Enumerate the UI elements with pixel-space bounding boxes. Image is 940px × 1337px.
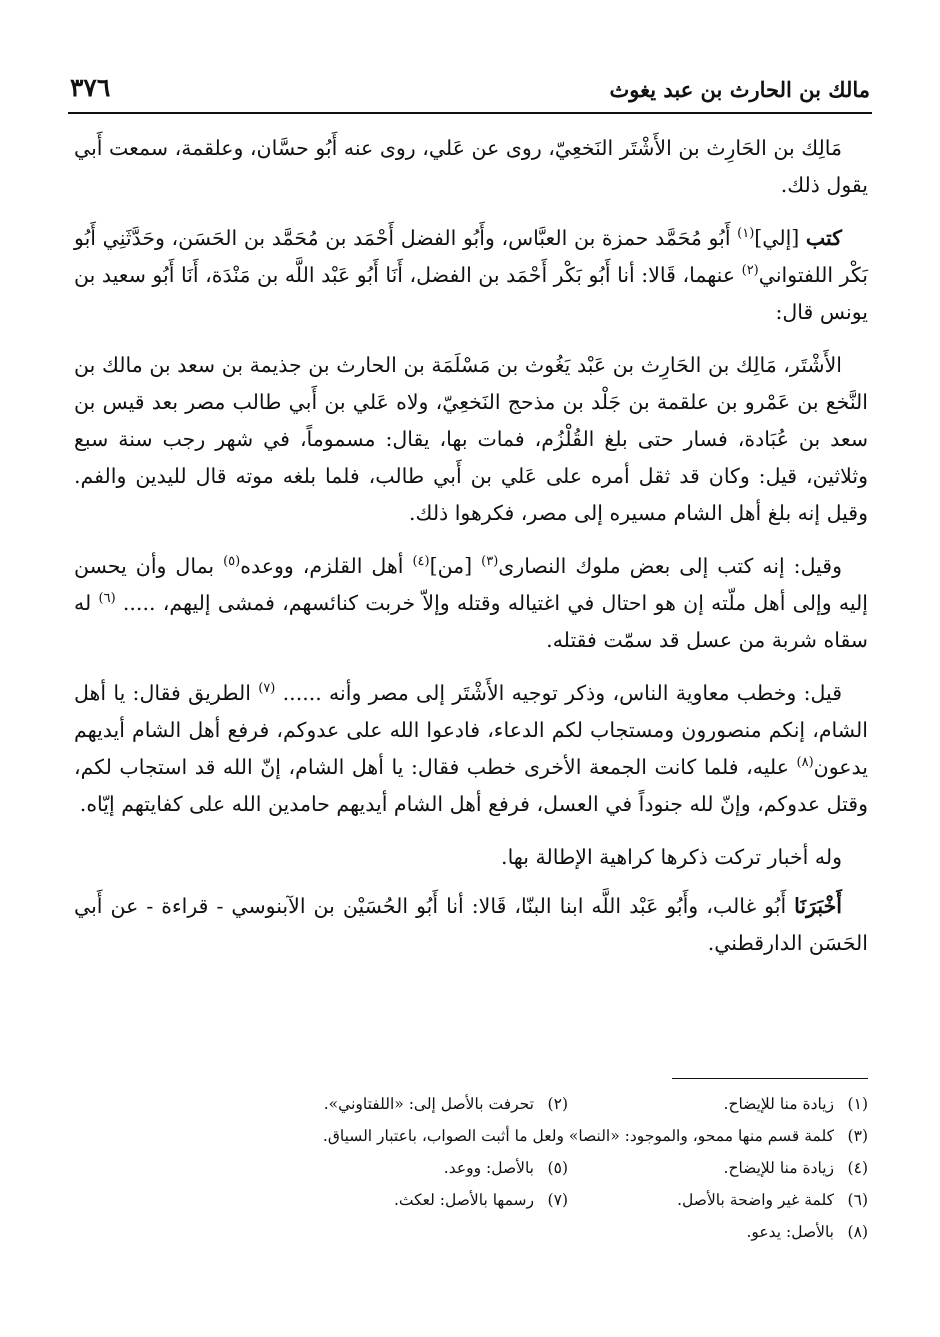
footnote-3 xyxy=(323,1120,868,1152)
footnote-number: (٧) xyxy=(547,1191,568,1209)
paragraph-5 xyxy=(74,675,868,823)
paragraph-2-text-b: أَبُو مُحَمَّد حمزة بن العبَّاس، وأَبُو الفضل أَحْمَد بن مُحَمَّد بن الحَسَن، وحَدَّثَنِي أَبُو بَكْر اللفتواني xyxy=(74,226,868,287)
paragraph-7-lead: أَخْبَرَنَا xyxy=(794,894,842,918)
footnote-text: كلمة غير واضحة بالأصل. xyxy=(677,1191,834,1209)
footnote-ref-2: (٢) xyxy=(741,263,759,279)
footnote-8 xyxy=(568,1216,868,1248)
footnote-2 xyxy=(268,1088,568,1120)
footnote-ref-5: (٥) xyxy=(223,554,241,570)
footnote-ref-8: (٨) xyxy=(796,755,814,771)
footnote-5 xyxy=(268,1152,568,1184)
footnote-row xyxy=(74,1184,868,1216)
footnote-text: زيادة منا للإيضاح. xyxy=(723,1095,834,1113)
footnote-number: (٨) xyxy=(847,1223,868,1241)
footnote-text: كلمة قسم منها ممحو، والموجود: «النصا» ولعل ما أثبت الصواب، باعتبار السياق. xyxy=(322,1127,834,1145)
header-title: مالك بن الحارث بن عبد يغوث xyxy=(609,77,870,102)
footnote-number: (٦) xyxy=(847,1191,868,1209)
footnote-row xyxy=(74,1120,868,1152)
footnote-text: بالأصل: ووعد. xyxy=(443,1159,534,1177)
page-number: ٣٧٦ xyxy=(70,73,111,102)
paragraph-4-text-d: بمال وأن يحسن إليه وإلى أهل ملّته إن هو احتال في اغتياله وقتله وإلاّ خربت كنائسهم، فمشى إليهم، ..... xyxy=(74,554,868,615)
footnote-ref-3: (٣) xyxy=(481,554,499,570)
header-rule xyxy=(68,112,872,114)
paragraph-4-text-c: أهل القلزم، ووعده xyxy=(240,554,413,578)
paragraph-4-text-a: وقيل: إنه كتب إلى بعض ملوك النصارى xyxy=(498,554,842,578)
footnote-number: (٥) xyxy=(547,1159,568,1177)
footnote-number: (٤) xyxy=(847,1159,868,1177)
footnote-ref-1: (١) xyxy=(737,226,755,242)
paragraph-1: مَالِك بن الحَارِث بن الأَشْتَر النَخعِيّ، روى عن عَلي، روى عنه أَبُو حسَّان، وعلقمة، سمعت أَبي يقول ذلك. xyxy=(74,136,868,197)
paragraph-2-lead: كتب xyxy=(805,226,842,250)
paragraph-5-text-a: قيل: وخطب معاوية الناس، وذكر توجيه الأَشْتَر إلى مصر وأنه ...... xyxy=(275,681,842,705)
paragraph-5-text-c: عليه، فلما كانت الجمعة الأخرى خطب فقال: يا أهل الشام، إنّ الله قد استجاب لكم، وقتل عدوكم، وإنّ لله جنوداً في العسل، فرفع أهل الشام أيديهم حامدين الله على كفايتهم إيّاه. xyxy=(74,755,868,816)
footnote-number: (٣) xyxy=(847,1127,868,1145)
footnote-ref-4: (٤) xyxy=(412,554,430,570)
footnotes xyxy=(74,1088,868,1248)
paragraph-6: وله أخبار تركت ذكرها كراهية الإطالة بها. xyxy=(501,845,842,869)
main-text xyxy=(74,130,868,978)
footnote-rule xyxy=(672,1078,868,1079)
footnote-text: زيادة منا للإيضاح. xyxy=(723,1159,834,1177)
paragraph-2-text-a: [إلي] xyxy=(754,226,806,250)
paragraph-7-text: أَبُو غالب، وأَبُو عَبْد اللَّه ابنا البنّا، قَالا: أنا أَبُو الحُسَيْن بن الآبنوسي - قراءة - عن أَبي الحَسَن الدارقطني. xyxy=(74,894,868,955)
footnote-ref-7: (٧) xyxy=(258,681,276,697)
footnote-1 xyxy=(568,1088,868,1120)
footnote-row xyxy=(74,1088,868,1120)
footnote-row xyxy=(74,1152,868,1184)
paragraph-4-text-e: له سقاه شربة من عسل قد سمّت فقتله. xyxy=(74,591,868,652)
footnote-text: رسمها بالأصل: لعكث. xyxy=(393,1191,534,1209)
paragraph-3: الأَشْتَر، مَالِك بن الحَارِث بن عَبْد يَغُوث بن مَسْلَمَة بن الحارث بن جذيمة بن سعد بن مالك بن النَّخع بن عَمْرو بن علقمة بن جَلْد بن مذحج النَخعِيّ، ولاه عَلي بن أَبي طالب مصر بعد قيس بن سعد بن عُبَادة، فسار حتى بلغ القُلْزُم، فمات بها، يقال: مسموماً، في شهر رجب سنة سبع وثلاثين، قيل: وكان قد ثقل أمره على عَلي بن أَبي طالب، فلما بلغه موته قال لليدين والفم. وقيل إنه بلغ أهل الشام مسيره إلى مصر، فكرهوا ذلك. xyxy=(74,353,868,525)
footnote-7 xyxy=(268,1184,568,1216)
paragraph-7 xyxy=(74,888,868,962)
footnote-4 xyxy=(568,1152,868,1184)
footnote-6 xyxy=(568,1184,868,1216)
footnote-row xyxy=(74,1216,868,1248)
footnote-text: تحرفت بالأصل إلى: «اللفتاوني». xyxy=(323,1095,534,1113)
paragraph-4 xyxy=(74,548,868,659)
paragraph-4-text-b: [من] xyxy=(429,554,482,578)
paragraph-5-text-b: الطريق فقال: يا أهل الشام، إنكم منصورون ومستجاب لكم الدعاء، فادعوا الله على عدوكم، فرفع أهل الشام أيديهم يدعون xyxy=(74,681,868,779)
paragraph-2-text-c: عنهما، قَالا: أنا أَبُو بَكْر أَحْمَد بن الفضل، أَنَا أَبُو عَبْد اللَّه بن مَنْدَة، أَنَا أَبُو سعيد بن يونس قال: xyxy=(74,263,868,324)
footnote-number: (١) xyxy=(847,1095,868,1113)
running-header xyxy=(70,62,870,102)
footnote-number: (٢) xyxy=(547,1095,568,1113)
footnote-text: بالأصل: يدعو. xyxy=(746,1223,834,1241)
paragraph-2 xyxy=(74,220,868,331)
footnote-ref-6: (٦) xyxy=(98,591,116,607)
